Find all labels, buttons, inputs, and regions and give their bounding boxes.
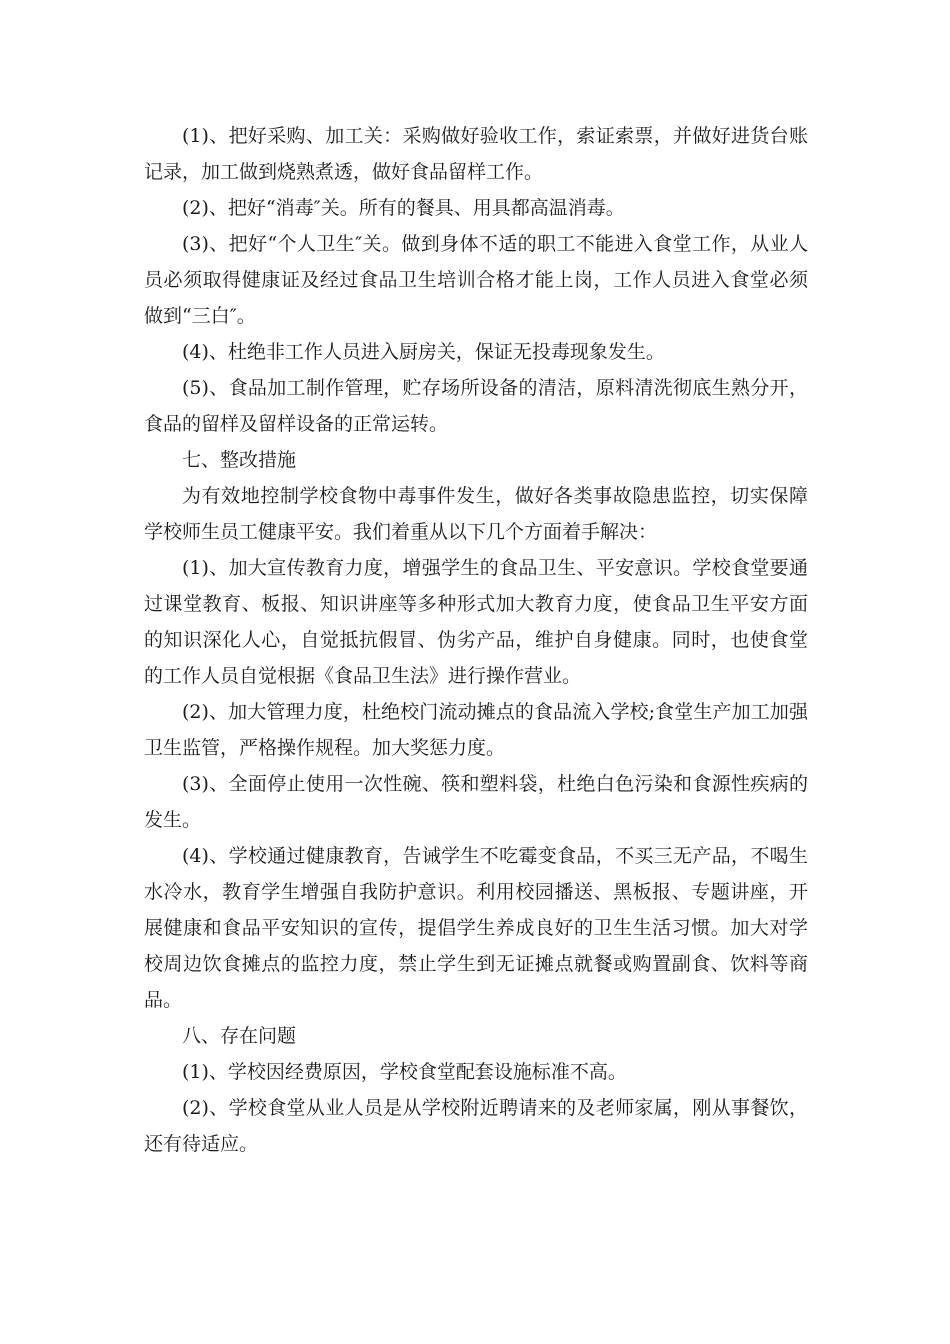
paragraph: (3)、全面停止使用一次性碗、筷和塑料袋，杜绝白色污染和食源性疾病的发生。: [144, 773, 808, 831]
paragraph: (2)、把好“消毒″关。所有的餐具、用具都高温消毒。: [182, 197, 625, 219]
paragraph: (1)、加大宣传教育力度，增强学生的食品卫生、平安意识。学校食堂要通过课堂教育、板报、知识讲座等多种形式加大教育力度，使食品卫生平安方面的知识深化人心，自觉抵抗假冒、伪劣产品，维护自身健康。同时，也使食堂的工作人员自觉根据《食品卫生法》进行操作营业。: [144, 557, 808, 687]
paragraph: (2)、加大管理力度，杜绝校门流动摊点的食品流入学校;食堂生产加工加强卫生监管，严格操作规程。加大奖惩力度。: [144, 701, 808, 759]
paragraph: 为有效地控制学校食物中毒事件发生，做好各类事故隐患监控，切实保障学校师生员工健康平安。我们着重从以下几个方面着手解决：: [144, 485, 808, 543]
paragraph: (4)、杜绝非工作人员进入厨房关，保证无投毒现象发生。: [182, 341, 665, 363]
paragraph: (4)、学校通过健康教育，告诫学生不吃霉变食品，不买三无产品，不喝生水冷水，教育学生增强自我防护意识。利用校园播送、黑板报、专题讲座，开展健康和食品平安知识的宣传，提倡学生养成良好的卫生生活习惯。加大对学校周边饮食摊点的监控力度，禁止学生到无证摊点就餐或购置副食、饮料等商品。: [144, 845, 808, 1011]
paragraph: (2)、学校食堂从业人员是从学校附近聘请来的及老师家属，刚从事餐饮，还有待适应。: [144, 1097, 808, 1155]
document-page: [144, 118, 808, 1162]
section-heading: 八、存在问题: [182, 1025, 297, 1047]
paragraph: (3)、把好“个人卫生″关。做到身体不适的职工不能进入食堂工作，从业人员必须取得健康证及经过食品卫生培训合格才能上岗，工作人员进入食堂必须做到“三白″。: [144, 233, 808, 327]
paragraph: (1)、学校因经费原因，学校食堂配套设施标准不高。: [182, 1061, 627, 1083]
paragraph: (5)、食品加工制作管理，贮存场所设备的清洁，原料清洗彻底生熟分开，食品的留样及留样设备的正常运转。: [144, 377, 808, 435]
section-heading: 七、整改措施: [182, 449, 297, 471]
paragraph: (1)、把好采购、加工关：采购做好验收工作，索证索票，并做好进货台账记录，加工做到烧熟煮透，做好食品留样工作。: [144, 125, 808, 183]
